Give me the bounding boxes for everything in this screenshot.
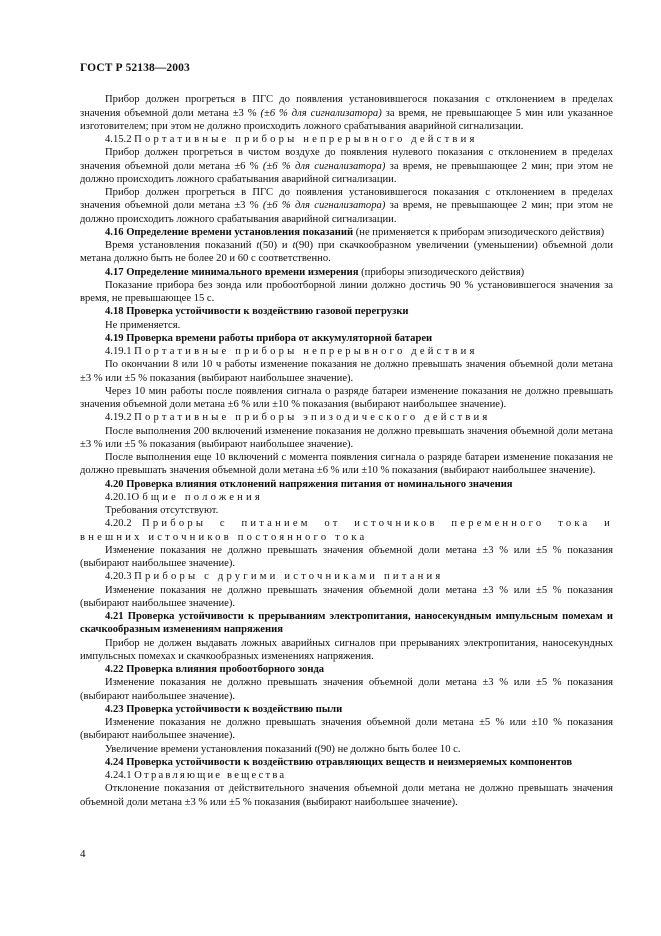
spaced-heading: Приборы с питанием от источников переменного тока и внешних источников постоянного тока xyxy=(80,518,613,543)
italic-note: (±6 % для сигнализатора) xyxy=(260,107,382,119)
paragraph: Изменение показания не должно превышать значения объемной доли метана ±3 % или ±5 % показания (выбирают наибольшее значение). xyxy=(80,544,613,569)
paragraph xyxy=(80,186,613,226)
paragraph: Изменение показания не должно превышать значения объемной доли метана ±5 % или ±10 % показания (выбирают наибольшее значение). xyxy=(80,717,613,742)
paragraph xyxy=(80,146,613,186)
paragraph: Через 10 мин работы после появления сигнала о разряде батареи изменение показания не должно превышать значения объемной доли метана ±6 % или ±10 % показания (выбирают наибольшее значение). xyxy=(80,385,613,410)
paragraph: После выполнения 200 включений изменение показания не должно превышать значения объемной доли метана ±3 % или ±5 % показания (выбирают наибольшее значение). xyxy=(80,425,613,450)
heading-note: (не применяется к приборам эпизодического действия) xyxy=(353,226,605,238)
section-heading: 4.18 Проверка устойчивости к воздействию газовой перегрузки xyxy=(105,306,409,318)
spaced-heading: Приборы с другими источниками питания xyxy=(134,571,444,583)
section-number: 4.24.1 xyxy=(105,770,132,781)
paragraph xyxy=(80,239,613,266)
paragraph: Требования отсутствуют. xyxy=(105,505,219,516)
heading-note: (приборы эпизодического действия) xyxy=(358,266,525,278)
text: за время, не превышающее 2 мин; при этом не должно происходить ложного срабатывания аварийной сигнализации. xyxy=(80,200,613,225)
section-number: 4.15.2 xyxy=(105,134,132,145)
paragraph: Показание прибора без зонда или пробоотборной линии должно достичь 90 % установившегося значения за время, не превышающее 15 с. xyxy=(80,279,613,304)
text: Увеличение времени установления показаний xyxy=(105,743,315,755)
variable: t xyxy=(256,240,260,251)
text: Прибор должен прогреться в ПГС до появления установившегося показания с отклонением в пределах значения объемной доли метана ±3 % xyxy=(80,94,613,119)
spaced-heading: Портативные приборы непрерывного действия xyxy=(134,134,478,145)
text: Время установления показаний xyxy=(105,240,257,251)
section-heading xyxy=(80,226,613,239)
section-heading: 4.21 Проверка устойчивости к прерываниям электропитания, наносекундным импульсным помехам и скачкообразным изменениям напряжения xyxy=(80,611,613,636)
paragraph: По окончании 8 или 10 ч работы изменение показания не должно превышать значения объемной доли метана ±3 % или ±5 % показания (выбирают наибольшее значение). xyxy=(80,359,613,384)
text: (90) при скачкообразном увеличении (уменьшении) объемной доли метана должно быть не более 20 и 60 с соответственно. xyxy=(80,240,614,265)
text: (90) не должно быть более 10 с. xyxy=(317,743,461,755)
spaced-heading: Отравляющие вещества xyxy=(134,770,287,781)
italic-note: (±6 % для сигнализатора) xyxy=(262,160,386,172)
paragraph: Не применяется. xyxy=(105,319,181,331)
section-number: 4.19.1 xyxy=(105,346,132,357)
section-heading: 4.23 Проверка устойчивости к воздействию пыли xyxy=(105,703,343,715)
section-heading: 4.19 Проверка времени работы прибора от аккумуляторной батареи xyxy=(105,332,433,344)
paragraph: Отклонение показания от действительного значения объемной доли метана не должно превышать значения объемной доли метана ±3 % или ±5 % показания (выбирают наибольшее значение). xyxy=(80,783,613,808)
section-heading: 4.22 Проверка влияния пробоотборного зонда xyxy=(105,664,325,675)
text: за время, не превышающее 5 мин или указанное изготовителем; при этом не должно происходить ложного срабатывания аварийной сигнализации. xyxy=(80,107,613,132)
text: Прибор должен прогреться в ПГС до появления установившегося показания с отклонением в пределах значения объемной доли метана ±3 % xyxy=(80,187,613,212)
paragraph: Прибор не должен выдавать ложных аварийных сигналов при прерываниях электропитания, наносекундных импульсных помехах и скачкообразных изменениях напряжения. xyxy=(80,637,613,662)
subsection-heading xyxy=(80,345,613,358)
section-number: 4.19.2 xyxy=(105,412,132,424)
page-number: 4 xyxy=(80,848,86,860)
section-number: 4.20.3 xyxy=(105,571,132,583)
paragraph: После выполнения еще 10 включений с момента появления сигнала о разряде батареи изменение показания не должно превышать значения объемной доли метана ±6 % или ±10 % показания (выбирают наибольшее значение). xyxy=(80,452,613,477)
section-heading: 4.24 Проверка устойчивости к воздействию отравляющих веществ и неизмеряемых компонентов xyxy=(105,756,573,768)
section-number: 4.20.1 xyxy=(105,491,132,503)
text: (50) и xyxy=(259,240,293,251)
section-heading xyxy=(80,266,613,279)
text: Прибор должен прогреться в чистом воздухе до появления нулевого показания с отклонением в пределах значения объемной доли метана ±6 % xyxy=(80,147,613,172)
variable: t xyxy=(314,743,318,755)
subsection-heading xyxy=(80,411,613,424)
italic-note: (±6 % для сигнализатора) xyxy=(262,200,386,212)
paragraph: Изменение показания не должно превышать значения объемной доли метана ±3 % или ±5 % показания (выбирают наибольшее значение). xyxy=(80,584,613,609)
heading-bold: 4.17 Определение минимального времени измерения xyxy=(105,266,359,278)
document-header: ГОСТ Р 52138—2003 xyxy=(80,62,190,74)
paragraph: Изменение показания не должно превышать значения объемной доли метана ±3 % или ±5 % показания (выбирают наибольшее значение). xyxy=(80,677,613,702)
subsection-heading xyxy=(80,769,613,782)
paragraph xyxy=(80,93,613,133)
heading-bold: 4.16 Определение времени установления показаний xyxy=(105,226,354,238)
variable: t xyxy=(292,240,296,251)
subsection-heading xyxy=(80,491,613,504)
spaced-heading: Общие положения xyxy=(131,491,263,503)
text: за время, не превышающее 2 мин; при этом не должно происходить ложного срабатывания аварийной сигнализации. xyxy=(80,160,613,185)
spaced-heading: Портативные приборы непрерывного действия xyxy=(134,346,478,357)
subsection-heading xyxy=(80,570,613,583)
section-number: 4.20.2 xyxy=(105,518,132,530)
subsection-heading xyxy=(80,133,613,146)
spaced-heading: Портативные приборы эпизодического действия xyxy=(134,412,491,424)
paragraph xyxy=(80,743,613,756)
section-heading: 4.20 Проверка влияния отклонений напряжения питания от номинального значения xyxy=(105,478,513,490)
subsection-heading xyxy=(80,517,613,544)
